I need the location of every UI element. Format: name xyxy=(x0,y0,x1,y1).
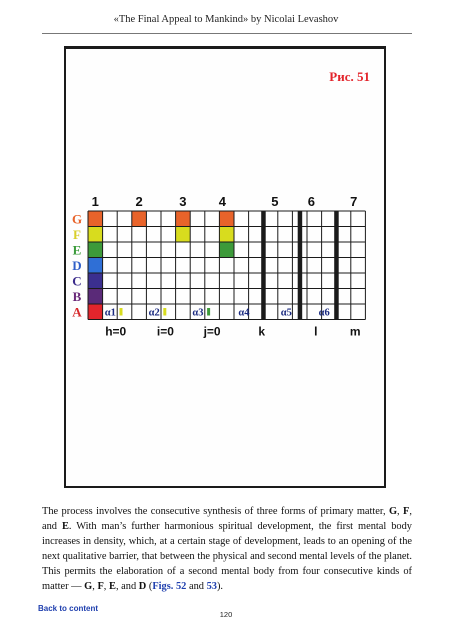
barrier-bar xyxy=(298,211,303,320)
grid-marker xyxy=(207,308,210,316)
column-number: 1 xyxy=(91,194,99,209)
matter-g: G xyxy=(388,506,398,517)
matter-f: F xyxy=(97,581,104,592)
page-number: 120 xyxy=(219,610,233,619)
alpha-label: α4 xyxy=(238,307,250,319)
row-letter: B xyxy=(72,289,82,304)
alpha-label: α2 xyxy=(148,307,160,319)
alpha-label: α6 xyxy=(318,307,330,319)
column-number: 6 xyxy=(307,194,315,209)
grid-cell-filled xyxy=(219,242,234,258)
figs-52-link[interactable]: Figs. 52 xyxy=(152,581,187,592)
body-text: , and xyxy=(115,581,139,592)
body-text: and xyxy=(186,581,207,592)
barrier-bar xyxy=(334,211,339,320)
column-number: 2 xyxy=(135,194,143,209)
grid-cell-filled xyxy=(88,289,103,305)
grid-cell-filled xyxy=(219,211,234,227)
row-letter: G xyxy=(71,211,83,227)
grid-marker xyxy=(163,308,166,316)
matter-e: E xyxy=(109,581,116,592)
back-to-content-link[interactable]: Back to content xyxy=(38,604,99,613)
matter-g: G xyxy=(84,581,93,592)
grid-cell-filled xyxy=(132,211,147,227)
column-number: 5 xyxy=(271,194,279,209)
header-divider xyxy=(42,33,412,34)
grid-marker xyxy=(120,308,123,316)
barrier-label: j=0 xyxy=(203,324,221,339)
barrier-label: l xyxy=(314,324,318,339)
grid-cell-filled xyxy=(176,211,191,227)
matter-d: D xyxy=(138,581,147,592)
row-letter: A xyxy=(72,304,82,320)
column-number: 3 xyxy=(179,194,187,209)
body-text: , and xyxy=(42,506,412,532)
fig-53-link[interactable]: 53 xyxy=(206,581,217,592)
column-number: 7 xyxy=(350,194,358,209)
grid-cell-filled xyxy=(219,227,234,243)
body-paragraph xyxy=(42,504,412,594)
matter-levels-diagram xyxy=(66,49,384,485)
barrier-bar xyxy=(261,211,266,320)
figure-51 xyxy=(64,46,386,488)
row-letter: F xyxy=(73,227,81,242)
row-letter: D xyxy=(72,258,82,273)
body-text: ( xyxy=(146,581,153,592)
body-text: . With man’s further harmonious spiritual development, the first mental body increases in density, which, at a certain stage of development, leads to an opening of the next qualitative barrier, that between the physical and second mental levels of the planet. This permits the elaboration of a second mental body from four consecutive kinds of matter — xyxy=(42,521,412,592)
body-text: , xyxy=(397,506,404,517)
grid-cell-filled xyxy=(88,304,103,320)
barrier-label: h=0 xyxy=(105,324,127,339)
grid-cell-filled xyxy=(88,242,103,258)
alpha-label: α3 xyxy=(192,307,204,319)
body-text: , xyxy=(103,581,109,592)
grid-cell-filled xyxy=(88,258,103,274)
body-text: The process involves the consecutive synthesis of three forms of primary matter, xyxy=(42,506,389,517)
row-letter: C xyxy=(72,273,82,289)
figure-label: Рис. 51 xyxy=(329,69,370,84)
barrier-label: i=0 xyxy=(156,324,174,339)
column-number: 4 xyxy=(218,194,226,209)
grid-cell-filled xyxy=(88,211,103,227)
body-text: ). xyxy=(216,581,224,592)
row-letter: E xyxy=(72,242,82,258)
barrier-label: m xyxy=(349,324,361,339)
matter-e: E xyxy=(61,521,69,532)
body-text: , xyxy=(92,581,98,592)
grid-cell-filled xyxy=(88,273,103,289)
running-header: «The Final Appeal to Mankind» by Nicolai Levashov xyxy=(113,14,339,25)
alpha-label: α5 xyxy=(280,307,292,319)
grid-cell-filled xyxy=(176,227,191,243)
barrier-label: k xyxy=(258,324,266,339)
matter-f: F xyxy=(403,506,410,517)
alpha-label: α1 xyxy=(104,307,116,319)
grid-cell-filled xyxy=(88,227,103,243)
